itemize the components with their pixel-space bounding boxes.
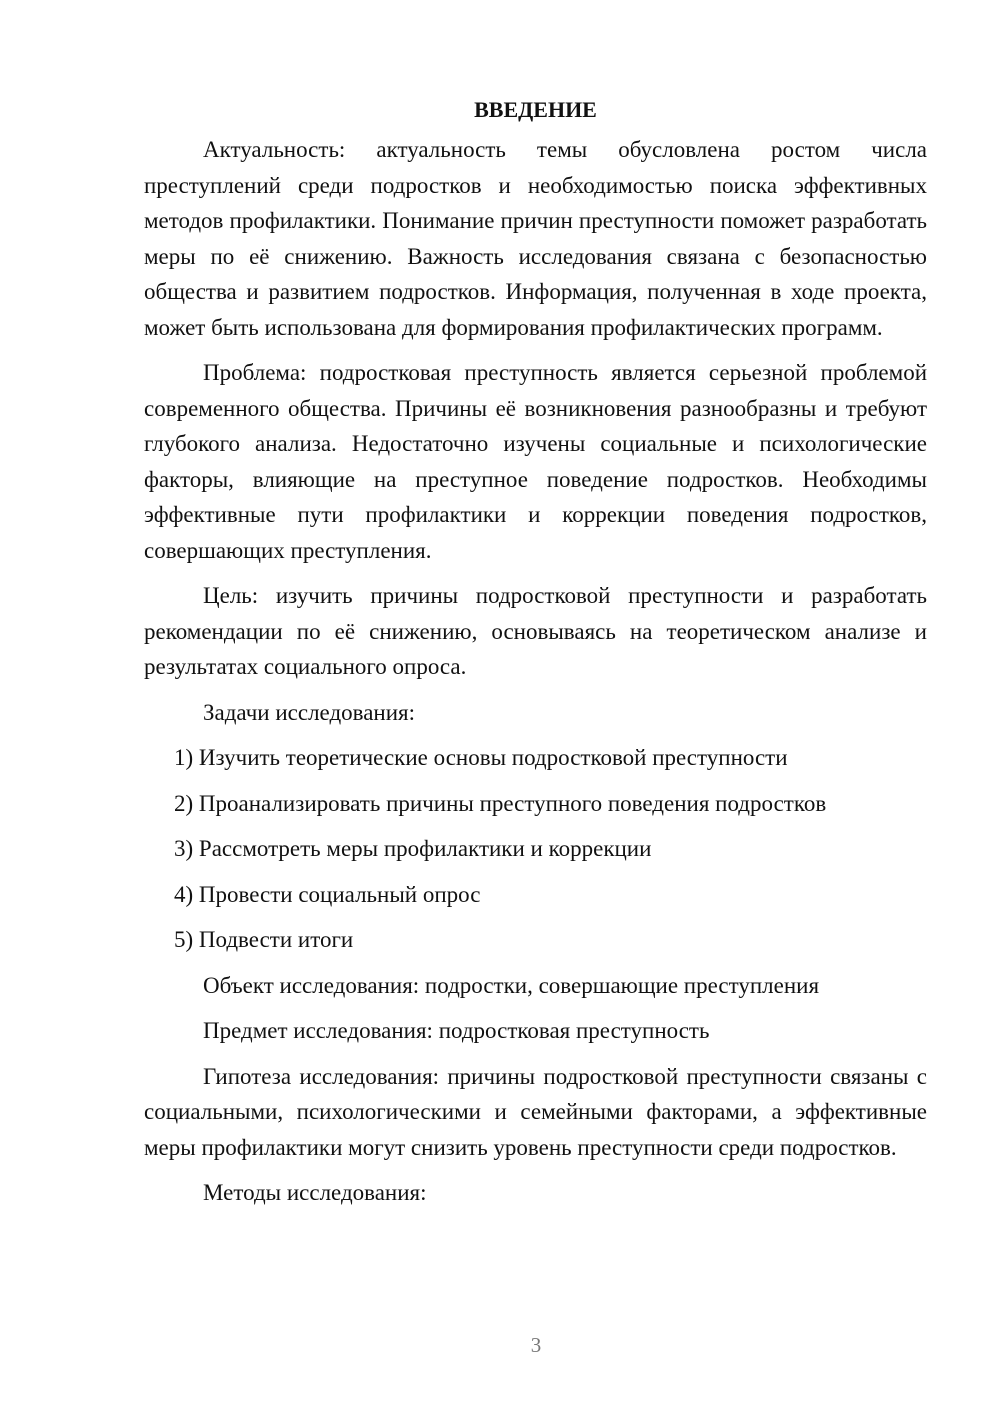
hypothesis-paragraph: Гипотеза исследования: причины подростковой преступности связаны с социальными, психологическими и семейными факторами, а эффективные меры профилактики могут снизить уровень преступности среди подростков.: [144, 1063, 927, 1160]
document-page: [144, 92, 927, 1221]
problem-paragraph: Проблема: подростковая преступность является серьезной проблемой современного общества. Причины её возникновения разнообразны и требуют глубокого анализа. Недостаточно изучены социальные и психологические факторы, влияющие на преступное поведение подростков. Необходимы эффективные пути профилактики и коррекции поведения подростков, совершающих преступления.: [144, 360, 927, 563]
subject-line: Предмет исследования: подростковая преступность: [203, 1018, 710, 1043]
methods-title: Методы исследования:: [203, 1180, 427, 1205]
task-item: 1) Изучить теоретические основы подростковой преступности: [174, 745, 788, 770]
object-line: Объект исследования: подростки, совершающие преступления: [203, 972, 820, 998]
goal-paragraph: Цель: изучить причины подростковой преступности и разработать рекомендации по её снижению, основываясь на теоретическом анализе и результатах социального опроса.: [144, 583, 927, 679]
task-item: 2) Проанализировать причины преступного поведения подростков: [174, 790, 827, 816]
task-item: 3) Рассмотреть меры профилактики и коррекции: [174, 836, 652, 861]
task-item: 4) Провести социальный опрос: [174, 881, 481, 907]
tasks-list: [144, 740, 927, 968]
relevance-paragraph: Актуальность: актуальность темы обусловлена ростом числа преступлений среди подростков и необходимостью поиска эффективных методов профилактики. Понимание причин преступности поможет разработать меры по её снижению. Важность исследования связана с безопасностью общества и развитием подростков. Информация, полученная в ходе проекта, может быть использована для формирования профилактических программ.: [144, 137, 927, 340]
task-item: 5) Подвести итоги: [174, 927, 354, 952]
page-number: 3: [530, 1333, 542, 1357]
tasks-title: Задачи исследования:: [203, 699, 416, 725]
section-heading: ВВЕДЕНИЕ: [474, 97, 597, 122]
